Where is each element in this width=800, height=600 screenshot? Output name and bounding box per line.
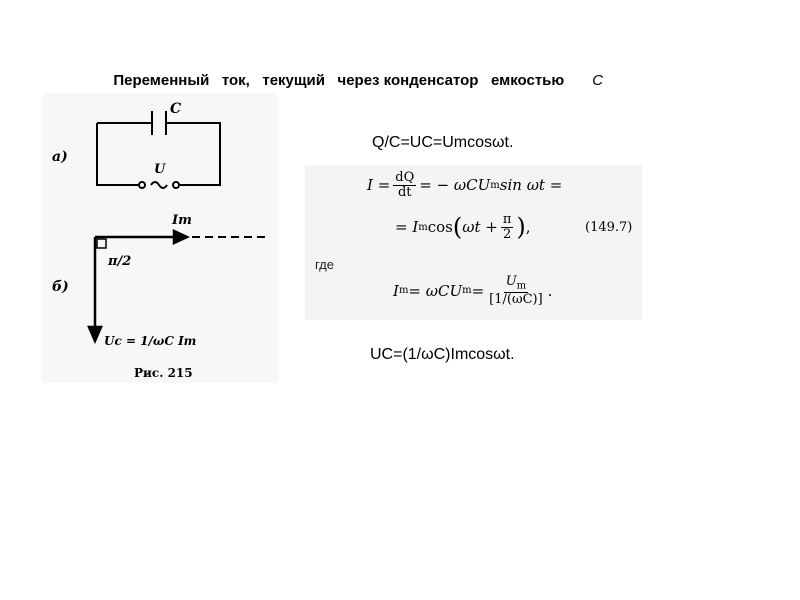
voltage-arrowhead: [89, 327, 101, 341]
close-paren: ): [516, 213, 526, 242]
line3-denominator: [1/(ωC)]: [489, 292, 543, 308]
charge-relation-formula: Q/C=UC=Umcosωt.: [372, 134, 514, 151]
line3-sub-a: m: [398, 285, 409, 297]
line1-numerator: dQ: [395, 170, 415, 185]
right-angle-marker: [97, 239, 106, 248]
line3-numerator-text: U: [505, 274, 517, 289]
book-excerpt: [305, 165, 642, 320]
line2-sub: m: [418, 221, 428, 233]
line1-rhs: = − ωCU: [419, 176, 491, 195]
line2-denominator: 2: [503, 226, 512, 242]
line1-sub: m: [490, 179, 500, 191]
current-vector-label: Iт: [172, 213, 192, 228]
equation-number: (149.7): [585, 220, 633, 235]
voltage-vector-label: Uc = 1/ωC Iт: [104, 334, 197, 348]
title-text: Переменный ток, текущий через конденсатор емкостью: [113, 72, 565, 89]
line2-fraction: [501, 213, 514, 241]
voltage-label: U: [154, 162, 166, 177]
line2-arg: ωt +: [462, 218, 498, 237]
line2-numerator: π: [502, 212, 512, 227]
figure-caption: Рис. 215: [134, 366, 193, 380]
where-label: где: [315, 257, 334, 272]
line3-numerator-sub: m: [516, 280, 527, 292]
terminal-left: [139, 182, 145, 188]
slide-title: [105, 55, 603, 89]
final-relation-formula: UC=(1/ωC)Imcosωt.: [370, 346, 515, 363]
line2-mid: cos: [427, 218, 453, 237]
amplitude-equation: I m = ωCU m = $\frac{U_m}{[1/(\omega C)]}$ .: [393, 274, 553, 308]
terminal-right: [173, 182, 179, 188]
line1-denominator: dt: [397, 184, 412, 200]
line1-fraction: [393, 171, 416, 199]
line2-lhs: = I: [395, 218, 419, 237]
line1-lhs: I =: [367, 176, 391, 195]
circuit-figure: [42, 93, 278, 383]
current-equation-line1: [367, 171, 562, 199]
line1-tail: sin ωt =: [499, 176, 563, 195]
title-variable: C: [592, 72, 604, 89]
line3-eq: =: [471, 281, 485, 300]
line3-sub-b: m: [462, 285, 472, 297]
capacitor-label: C: [170, 101, 182, 117]
label-a: а): [52, 149, 68, 165]
circuit-diagram: [42, 93, 278, 383]
current-arrowhead: [174, 231, 187, 243]
ac-source-symbol: [151, 182, 167, 188]
open-paren: (: [452, 213, 463, 242]
line3-mid: = ωCU: [408, 281, 463, 300]
line3-fraction: [487, 275, 545, 307]
line3-lhs: I: [393, 281, 399, 300]
phase-label: π/2: [108, 254, 132, 269]
current-equation-line2: = I m cos ( ωt + $\frac{\pi}{2}$ ) ,: [395, 212, 531, 242]
label-b: б): [52, 279, 69, 295]
line3-numerator: [504, 275, 528, 293]
